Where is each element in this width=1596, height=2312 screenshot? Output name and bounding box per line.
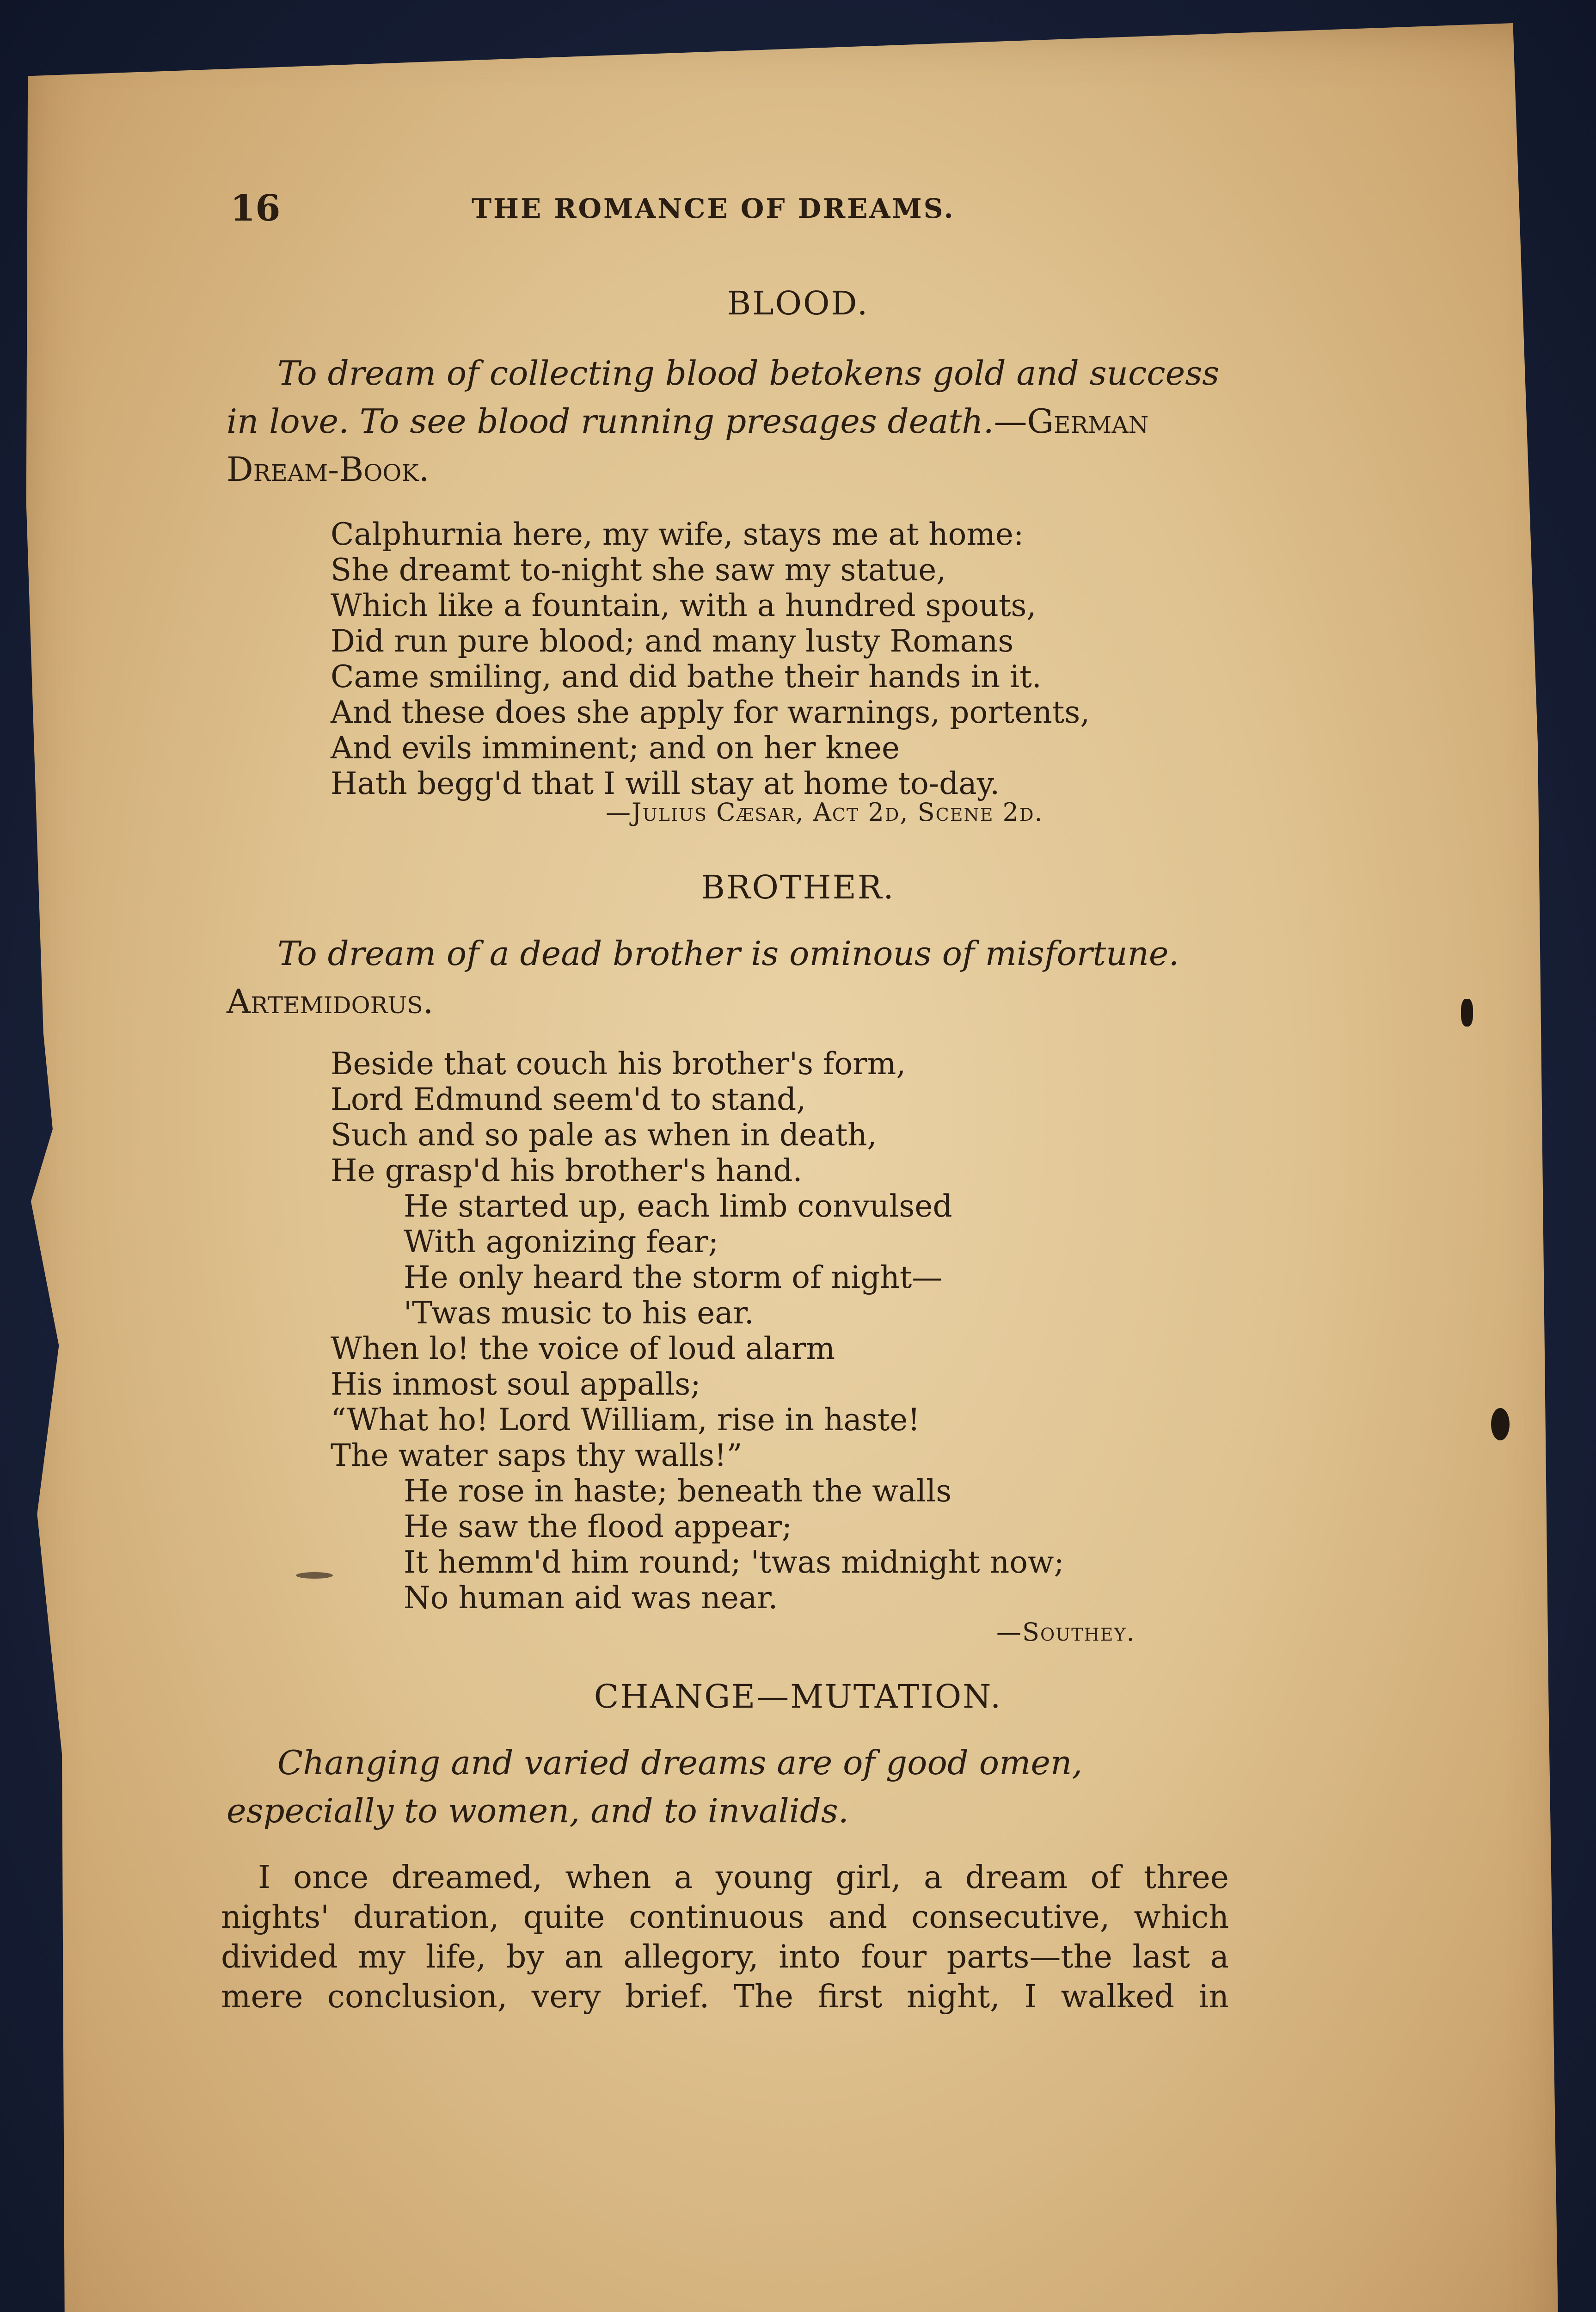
poem-line: No human aid was near. bbox=[404, 1580, 778, 1616]
poem-line: He rose in haste; beneath the walls bbox=[404, 1473, 952, 1509]
poem-line: When lo! the voice of loud alarm bbox=[331, 1331, 835, 1366]
poem-line: It hemm'd him round; 'twas midnight now; bbox=[404, 1544, 1064, 1580]
ink-blot bbox=[1491, 1408, 1510, 1440]
page-number: 16 bbox=[230, 187, 281, 229]
poem-line: And these does she apply for warnings, portents, bbox=[331, 695, 1090, 730]
poem-line: He only heard the storm of night— bbox=[404, 1260, 943, 1295]
definition-text: To dream of collecting blood betokens gold and success in love. To see blood running presages death. bbox=[227, 354, 1220, 441]
definition bbox=[227, 1739, 1230, 1835]
poem-line: Lord Edmund seem'd to stand, bbox=[331, 1082, 806, 1117]
poem-line: 'Twas music to his ear. bbox=[404, 1295, 754, 1331]
poem-line: He started up, each limb convulsed bbox=[404, 1188, 952, 1224]
poem-line: The water saps thy walls!” bbox=[331, 1438, 743, 1473]
body-line: mere conclusion, very brief. The first night, I walked in bbox=[221, 1979, 1229, 2015]
poem bbox=[331, 517, 1090, 801]
poem-line: And evils imminent; and on her knee bbox=[331, 730, 900, 766]
section-heading: BROTHER. bbox=[701, 868, 895, 906]
ink-blot bbox=[296, 1572, 333, 1579]
poem-line: Such and so pale as when in death, bbox=[331, 1117, 877, 1153]
poem-line: Came smiling, and did bathe their hands in it. bbox=[331, 659, 1042, 695]
definition-text: To dream of a dead brother is ominous of misfortune. bbox=[277, 934, 1179, 973]
section-heading: CHANGE—MUTATION. bbox=[594, 1678, 1002, 1716]
definition-text: Changing and varied dreams are of good omen, especially to women, and to invalids. bbox=[227, 1743, 1083, 1830]
poem-attribution: —Julius Cæsar, Act 2d, Scene 2d. bbox=[606, 798, 1044, 827]
poem-line: With agonizing fear; bbox=[404, 1224, 718, 1260]
poem-line: “What ho! Lord William, rise in haste! bbox=[331, 1402, 920, 1438]
body-paragraph bbox=[221, 1858, 1229, 2017]
poem-attribution: —Southey. bbox=[996, 1617, 1136, 1647]
definition bbox=[227, 929, 1230, 1026]
ink-blot bbox=[1461, 999, 1473, 1027]
poem-line: She dreamt to-night she saw my statue, bbox=[331, 552, 946, 588]
body-line: I once dreamed, when a young girl, a dream of three bbox=[258, 1859, 1229, 1896]
section-heading: BLOOD. bbox=[727, 284, 869, 322]
poem-line: Calphurnia here, my wife, stays me at home: bbox=[331, 517, 1024, 552]
poem bbox=[331, 1046, 1064, 1616]
poem-line: His inmost soul appalls; bbox=[331, 1366, 701, 1402]
poem-line: He grasp'd his brother's hand. bbox=[331, 1153, 803, 1188]
poem-line: Which like a fountain, with a hundred spouts, bbox=[331, 588, 1037, 623]
definition-source: Artemidorus. bbox=[227, 982, 434, 1021]
body-line: divided my life, by an allegory, into four parts—the last a bbox=[221, 1939, 1229, 1975]
poem-line: Did run pure blood; and many lusty Romans bbox=[331, 623, 1014, 659]
poem-line: Hath begg'd that I will stay at home to-day. bbox=[331, 766, 1000, 801]
poem-line: Beside that couch his brother's form, bbox=[331, 1046, 906, 1082]
poem-line: He saw the flood appear; bbox=[404, 1509, 792, 1544]
body-line: nights' duration, quite continuous and consecutive, which bbox=[221, 1899, 1229, 1936]
running-title: THE ROMANCE OF DREAMS. bbox=[472, 193, 955, 224]
definition-source: —German Dream-Book. bbox=[227, 402, 1149, 489]
definition bbox=[227, 349, 1230, 493]
